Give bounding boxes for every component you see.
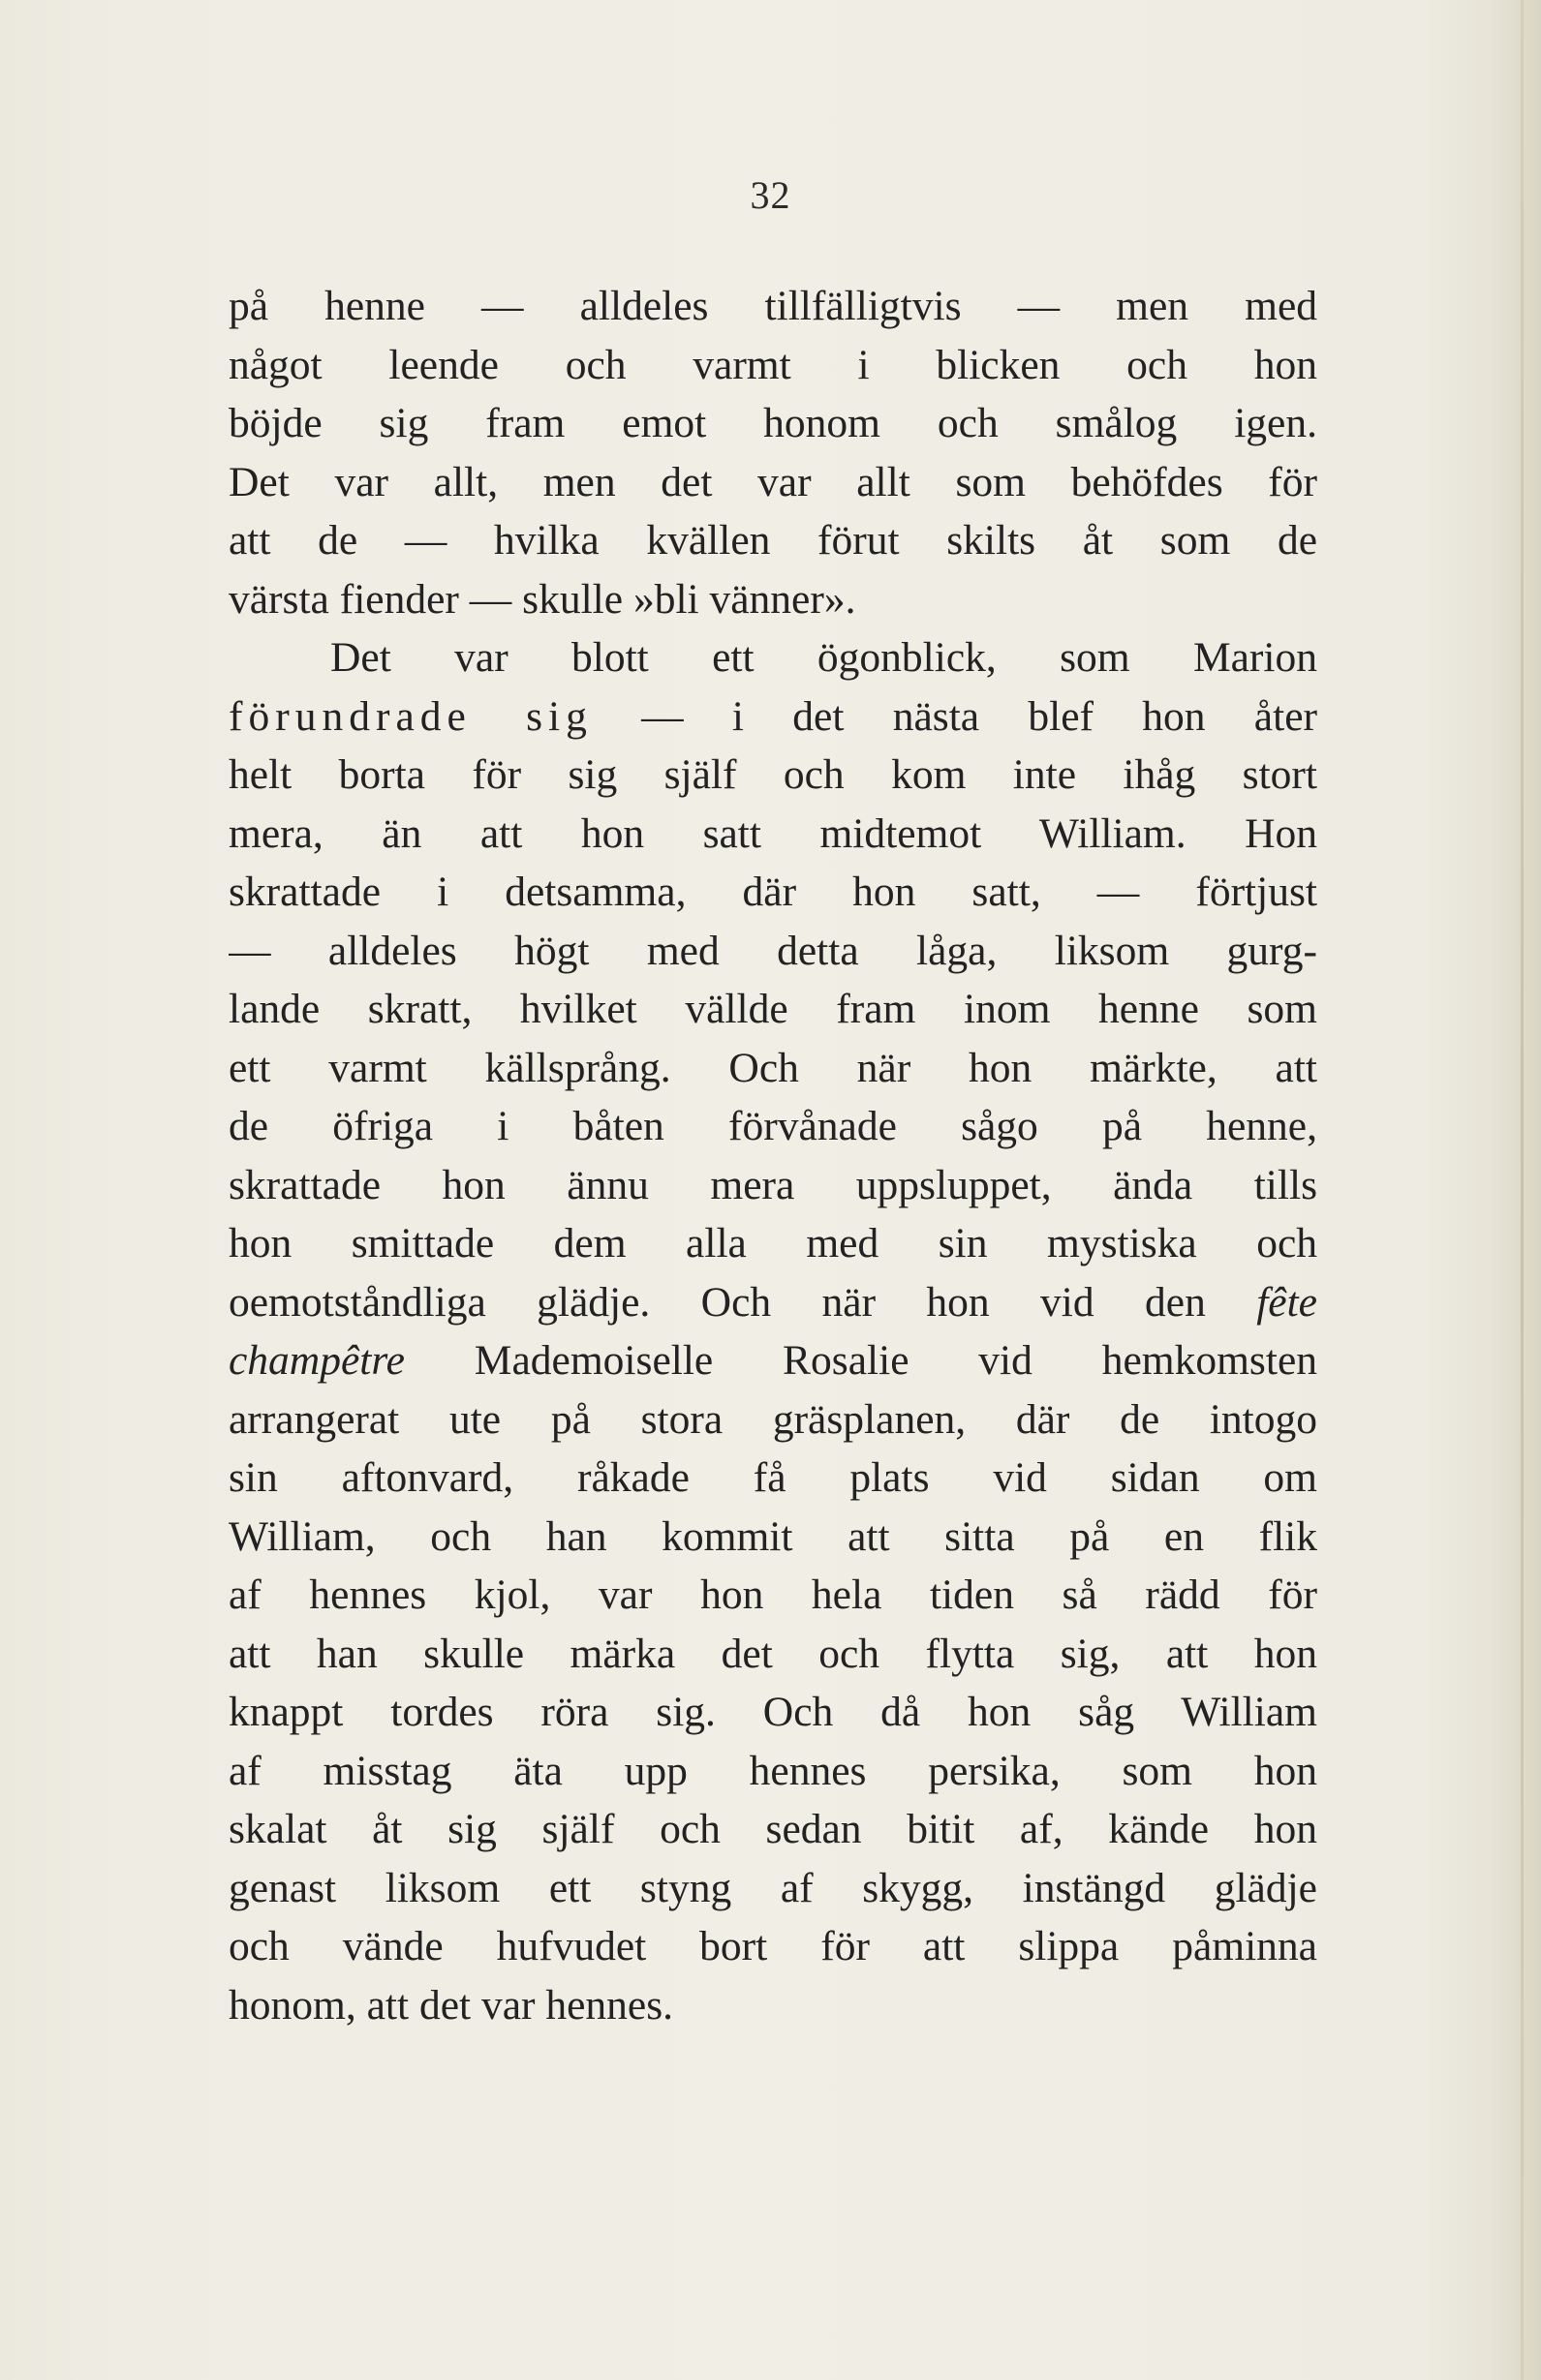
text-line: honom, att det var hennes. (229, 1981, 674, 2029)
text-line: helt borta för sig själf och kom inte ihåg stort (229, 751, 1317, 798)
text-line: Det var allt, men det var allt som behöfdes för (229, 458, 1317, 505)
text-line: knappt tordes röra sig. Och då hon såg William (229, 1689, 1317, 1735)
text-line: mera, än att hon satt midtemot William. Hon (229, 809, 1317, 857)
text-line-italic (229, 1331, 1317, 1390)
text-line: något leende och varmt i blicken och hon (229, 341, 1317, 388)
text-fragment: — i det nästa blef hon åter (592, 692, 1317, 740)
page-edge (1521, 0, 1524, 2380)
text-line: skalat åt sig själf och sedan bitit af, kände hon (229, 1806, 1317, 1852)
text-line: af hennes kjol, var hon hela tiden så rädd för (229, 1571, 1317, 1618)
text-line: hon smittade dem alla med sin mystiska och (229, 1220, 1317, 1266)
text-line: värsta fiender — skulle »bli vänner». (229, 575, 856, 623)
text-line: de öfriga i båten förvånade sågo på henne, (229, 1103, 1317, 1149)
text-line: och vände hufvudet bort för att slippa påminna (229, 1923, 1317, 1969)
page-number: 32 (750, 173, 791, 217)
text-line: skrattade hon ännu mera uppsluppet, ända tills (229, 1161, 1317, 1208)
text-line: att de — hvilka kvällen förut skilts åt som de (229, 517, 1317, 564)
text-fragment: oemotståndliga glädje. Och när hon vid den (229, 1278, 1257, 1326)
text-fragment: Mademoiselle Rosalie vid hemkomsten (405, 1337, 1317, 1384)
text-line-spaced (229, 687, 1317, 747)
italic-phrase: fête (1256, 1278, 1317, 1326)
text-line: genast liksom ett styng af skygg, instängd glädje (229, 1864, 1317, 1911)
body-text (229, 277, 1317, 2034)
spaced-emphasis: förundrade sig (229, 692, 593, 740)
text-line: William, och han kommit att sitta på en flik (229, 1512, 1317, 1560)
italic-phrase: champêtre (229, 1337, 405, 1384)
text-line: sin aftonvard, råkade få plats vid sidan om (229, 1454, 1317, 1501)
text-line: lande skratt, hvilket vällde fram inom henne som (229, 986, 1317, 1032)
text-line-italic (229, 1273, 1317, 1332)
text-line: — alldeles högt med detta låga, liksom gurg- (229, 927, 1317, 974)
text-line: af misstag äta upp hennes persika, som hon (229, 1747, 1317, 1794)
text-line: på henne — alldeles tillfälligtvis — men med (229, 283, 1317, 329)
text-line: Det var blott ett ögonblick, som Marion (330, 634, 1317, 681)
text-line: böjde sig fram emot honom och smålog igen. (229, 400, 1317, 446)
text-line: skrattade i detsamma, där hon satt, — förtjust (229, 869, 1317, 915)
text-line: att han skulle märka det och flytta sig, att hon (229, 1630, 1317, 1677)
text-line: arrangerat ute på stora gräsplanen, där de intogo (229, 1395, 1317, 1443)
text-line: ett varmt källsprång. Och när hon märkte, att (229, 1044, 1317, 1091)
